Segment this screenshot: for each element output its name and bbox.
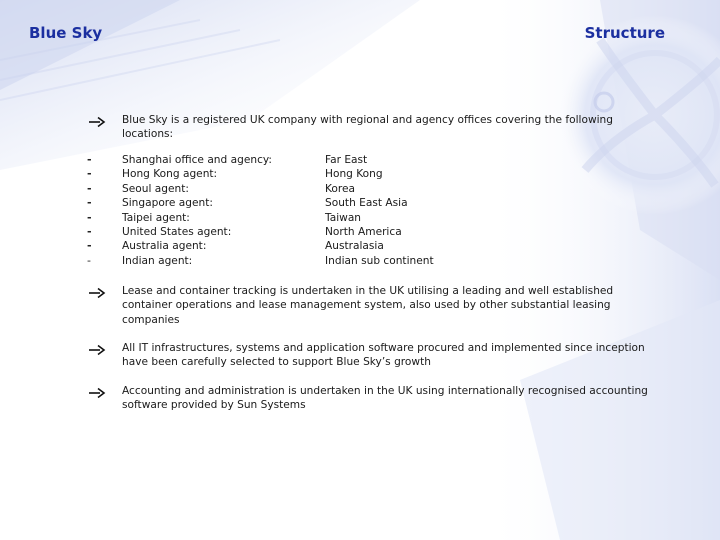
location-label: Indian agent:	[122, 254, 193, 267]
location-label: Hong Kong agent:	[122, 168, 218, 181]
location-region: Korea	[325, 182, 356, 195]
paragraph-accounting: Accounting and administration is undertaken in the UK using internationally recognised accounting software provided by Sun Systems	[122, 385, 648, 412]
brand-name: Blue Sky	[29, 24, 103, 42]
location-region: North America	[325, 226, 402, 238]
right-arrow-icon	[88, 387, 106, 399]
location-region: Taiwan	[325, 211, 362, 224]
location-region: Indian sub continent	[325, 254, 434, 267]
dash-marker: -	[87, 153, 92, 166]
location-region: South East Asia	[325, 197, 408, 210]
dash-marker: -	[87, 167, 92, 181]
paragraph-intro: Blue Sky is a registered UK company with regional and agency offices covering the following locations:	[122, 114, 613, 141]
location-label: Singapore agent:	[122, 197, 213, 210]
dash-marker: -	[87, 181, 92, 195]
right-arrow-icon	[88, 116, 106, 128]
dash-marker: -	[87, 196, 92, 210]
right-arrow-icon	[88, 287, 106, 299]
location-label: Australia agent:	[122, 240, 207, 253]
location-label: United States agent:	[122, 226, 232, 238]
dash-marker: -	[87, 253, 91, 267]
location-label: Taipei agent:	[122, 211, 190, 224]
location-region: Hong Kong	[325, 168, 383, 181]
paragraph-tracking: Lease and container tracking is undertaken in the UK utilising a leading and well established container operations and lease management system, also used by other substantial leasing companies	[122, 285, 614, 326]
location-region: Australasia	[325, 240, 384, 253]
page-title: Structure	[584, 24, 665, 42]
location-label: Seoul agent:	[122, 182, 189, 195]
location-label: Shanghai office and agency:	[122, 154, 272, 166]
dash-marker: -	[87, 239, 92, 253]
dash-marker: -	[87, 210, 92, 224]
paragraph-it: All IT infrastructures, systems and application software procured and implemented since inception have been carefully selected to support Blue Sky’s growth	[122, 342, 645, 369]
right-arrow-icon	[88, 344, 106, 356]
location-region: Far East	[325, 154, 368, 166]
dash-marker: -	[87, 225, 92, 238]
